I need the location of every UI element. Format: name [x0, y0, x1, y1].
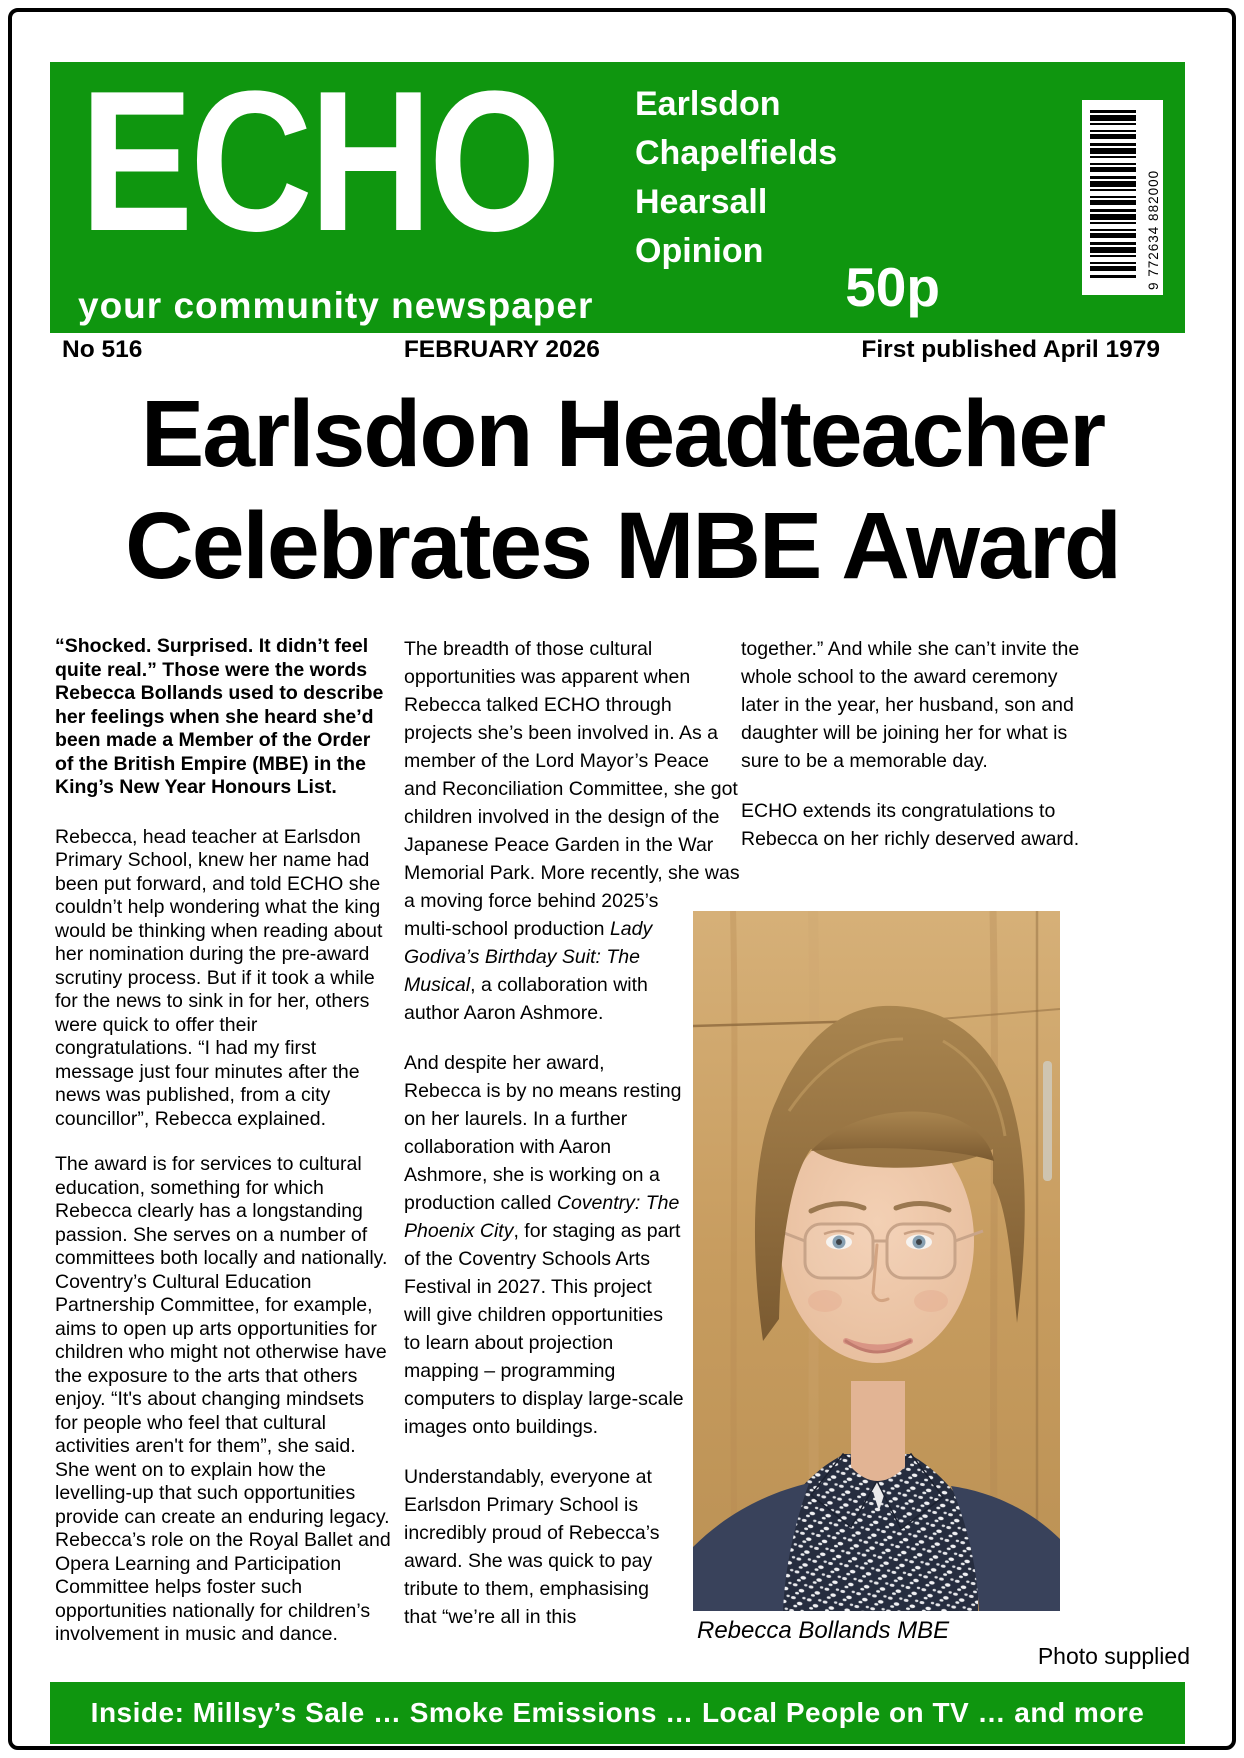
headline-line-1: Earlsdon Headteacher: [140, 381, 1105, 487]
article-column-1: [55, 635, 392, 1669]
barcode-number: 9 772634 882000: [1146, 169, 1161, 290]
article-photo: [693, 911, 1060, 1611]
dateline: [62, 336, 1160, 364]
door-hinge: [1043, 1061, 1052, 1181]
issue-date: FEBRUARY 2026: [403, 336, 600, 363]
coverage-area: Hearsall: [635, 183, 768, 221]
paragraph: The award is for services to cultural education, something for which Rebecca clearly has a longstanding passion. She serves on a number of committees both locally and nationally. Coventry’s Cultural Education Partnership Committee, for example, aims to open up arts opportunities for children who might not otherwise have the exposure to the arts that others enjoy. “It's about changing mindsets for people who feel that cultural activities aren't for them”, she said. She went on to explain how the levelling-up that such opportunities provide can create an enduring legacy. Rebecca’s role on the Royal Ballet and Opera Learning and Participation Committee helps foster such opportunities nationally for children’s involvement in music and dance.: [55, 1153, 391, 1645]
neck: [851, 1381, 905, 1481]
portrait-photo-illustration: [693, 911, 1060, 1611]
paragraph: “Shocked. Surprised. It didn’t feel quite real.” Those were the words Rebecca Bollands used to describe her feelings when she heard she’d been made a Member of the Order of the British Empire (MBE) in the King’s New Year Honours List.: [55, 635, 384, 798]
cover-price: 50p: [845, 256, 940, 318]
first-published: First published April 1979: [861, 336, 1160, 363]
issue-number: No 516: [62, 336, 143, 363]
footer-banner: [50, 1682, 1185, 1744]
photo-caption: Rebecca Bollands MBE: [697, 1617, 950, 1644]
paragraph: Understandably, everyone at Earlsdon Primary School is incredibly proud of Rebecca’s award. She was quick to pay tribute to them, emphasising that “we’re all in this: [404, 1466, 660, 1628]
article-column-2: [404, 635, 740, 1665]
paragraph: ECHO extends its congratulations to Rebecca on her richly deserved award.: [741, 800, 1080, 850]
paragraph: together.” And while she can’t invite the whole school to the award ceremony later in the year, her husband, son and daughter will be joining her for what is sure to be a memorable day.: [741, 638, 1080, 772]
paragraph: The breadth of those cultural opportunities was apparent when Rebecca talked ECHO through projects she’s been involved in. As a member of the Lord Mayor’s Peace and Reconciliation Committee, she got children involved in the design of the Japanese Peace Garden in the War Memorial Park. More recently, she was a moving force behind 2025’s multi-school production Lady Godiva’s Birthday Suit: The Musical, a collaboration with author Aaron Ashmore.: [404, 638, 740, 1024]
newspaper-title: ECHO: [80, 50, 558, 273]
masthead-tagline: your community newspaper: [78, 285, 594, 326]
barcode-bars-icon: [1090, 110, 1136, 280]
paragraph: And despite her award, Rebecca is by no means resting on her laurels. In a further collaboration with Aaron Ashmore, she is working on a production called Coventry: The Phoenix City, for staging as part of the Coventry Schools Arts Festival in 2027. This project will give children opportunities to learn about projection mapping – programming computers to display large-scale images onto buildings.: [404, 1052, 684, 1438]
footer-banner-text: Inside: Millsy’s Sale … Smoke Emissions … Local People on TV … and more: [90, 1697, 1145, 1728]
article-body: [55, 635, 1190, 1682]
headline-line-2: Celebrates MBE Award: [125, 493, 1120, 599]
barcode: [1082, 100, 1163, 295]
photo-credit: Photo supplied: [1037, 1643, 1190, 1669]
article-column-3: [741, 635, 1089, 875]
coverage-areas-list: [635, 80, 837, 276]
coverage-area: Opinion: [635, 232, 764, 270]
coverage-area: Chapelfields: [635, 134, 838, 172]
paragraph: Rebecca, head teacher at Earlsdon Primary School, knew her name had been put forward, and told ECHO she couldn’t help wondering what the king would be thinking when reading about her nomination during the pre-award scrutiny process. But if it took a while for the news to sink in for her, others were quick to offer their congratulations. “I had my first message just four minutes after the news was published, from a city councillor”, Rebecca explained.: [55, 825, 383, 1130]
main-headline: [55, 378, 1190, 602]
masthead: [50, 50, 1185, 333]
coverage-area: Earlsdon: [635, 85, 781, 123]
